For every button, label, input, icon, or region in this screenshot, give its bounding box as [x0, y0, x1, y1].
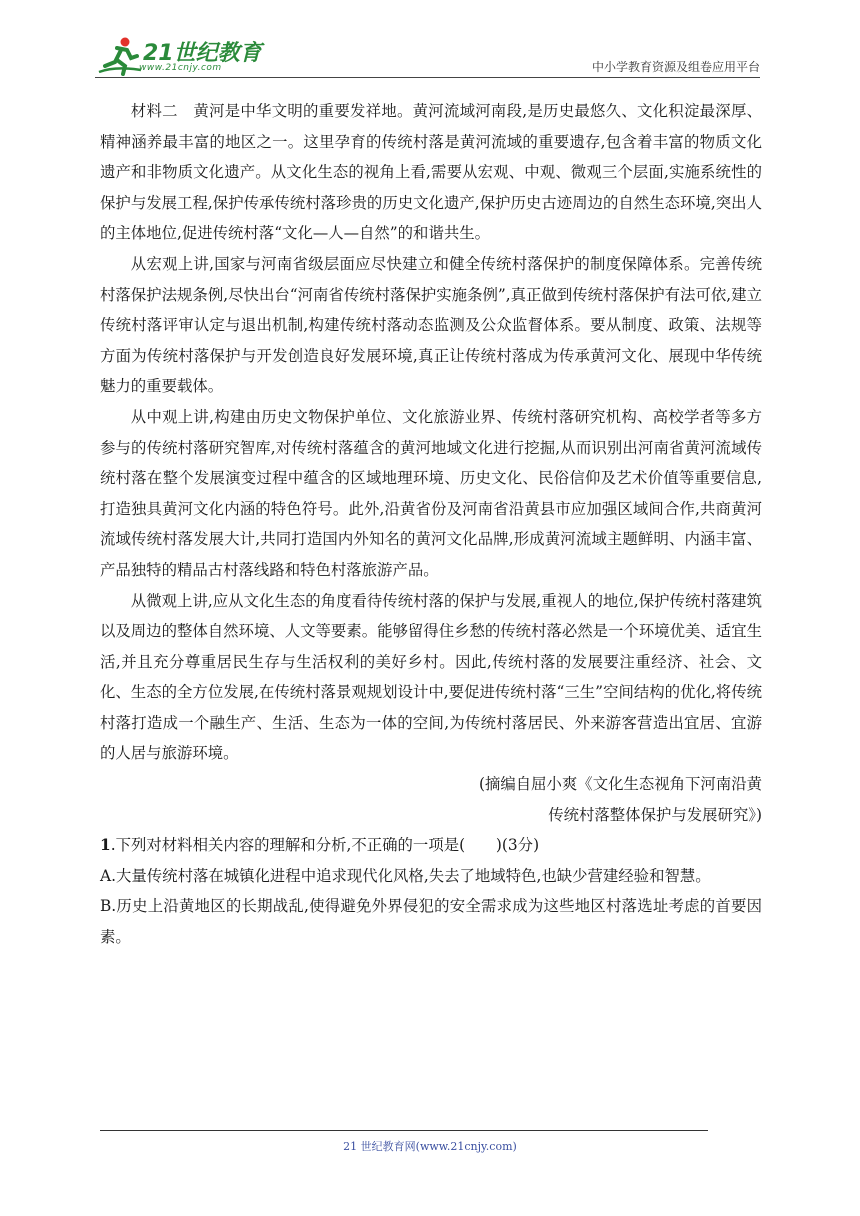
site-logo [95, 36, 265, 76]
logo-url: www.21cnjy.com [139, 63, 222, 73]
footer-divider [100, 1130, 708, 1131]
question-number: 1 [100, 836, 111, 855]
material-paragraph-3: 从中观上讲,构建由历史文物保护单位、文化旅游业界、传统村落研究机构、高校学者等多方参与的传统村落研究智库,对传统村落蕴含的黄河地域文化进行挖掘,从而识别出河南省黄河流域传统村落在整个发展演变过程中蕴含的区域地理环境、历史文化、民俗信仰及艺术价值等重要信息,打造独具黄河文化内涵的特色符号。此外,沿黄省份及河南省沿黄县市应加强区域间合作,共商黄河流域传统村落发展大计,共同打造国内外知名的黄河文化品牌,形成黄河流域主题鲜明、内涵丰富、产品独特的精品古村落线路和特色村落旅游产品。 [100, 407, 762, 579]
source-citation-line-2: 传统村落整体保护与发展研究》) [548, 805, 762, 824]
material-paragraph-4: 从微观上讲,应从文化生态的角度看待传统村落的保护与发展,重视人的地位,保护传统村落建筑以及周边的整体自然环境、人文等要素。能够留得住乡愁的传统村落必然是一个环境优美、适宜生活,并且充分尊重居民生存与生活权利的美好乡村。因此,传统村落的发展要注重经济、社会、文化、生态的全方位发展,在传统村落景观规划设计中,要促进传统村落“三生”空间结构的优化,将传统村落打造成一个融生产、生活、生态为一体的空间,为传统村落居民、外来游客营造出宜居、宜游的人居与旅游环境。 [100, 591, 762, 763]
header-divider [95, 77, 760, 78]
platform-name: 中小学教育资源及组卷应用平台 [591, 60, 760, 74]
material-paragraph-2: 从宏观上讲,国家与河南省级层面应尽快建立和健全传统村落保护的制度保障体系。完善传统村落保护法规条例,尽快出台“河南省传统村落保护实施条例”,真正做到传统村落保护有法可依,建立传统村落评审认定与退出机制,构建传统村落动态监测及公众监督体系。要从制度、政策、法规等方面为传统村落保护与开发创造良好发展环境,真正让传统村落成为传承黄河文化、展现中华传统魅力的重要载体。 [100, 254, 762, 396]
source-citation-line-1: (摘编自屈小爽《文化生态视角下河南沿黄 [478, 775, 762, 794]
page-footer: 21 世纪教育网(www.21cnjy.com) [343, 1140, 517, 1153]
question-stem [100, 830, 762, 861]
runner-logo-icon [95, 36, 143, 78]
option-b: B.历史上沿黄地区的长期战乱,使得避免外界侵犯的安全需求成为这些地区村落选址考虑的首要因素。 [100, 897, 762, 947]
document-body [100, 96, 762, 953]
question-text: .下列对材料相关内容的理解和分析,不正确的一项是( )(3分) [110, 836, 540, 855]
material-paragraph-1: 材料二 黄河是中华文明的重要发祥地。黄河流域河南段,是历史最悠久、文化积淀最深厚、精神涵养最丰富的地区之一。这里孕育的传统村落是黄河流域的重要遗存,包含着丰富的物质文化遗产和非物质文化遗产。从文化生态的视角上看,需要从宏观、中观、微观三个层面,实施系统性的保护与发展工程,保护传承传统村落珍贵的历史文化遗产,保护历史古迹周边的自然生态环境,突出人的主体地位,促进传统村落“文化—人—自然”的和谐共生。 [100, 102, 762, 243]
logo-text: 21世纪教育 [143, 41, 262, 66]
option-a: A.大量传统村落在城镇化进程中追求现代化风格,失去了地域特色,也缺少营建经验和智慧。 [100, 866, 711, 885]
page-header [95, 30, 760, 80]
